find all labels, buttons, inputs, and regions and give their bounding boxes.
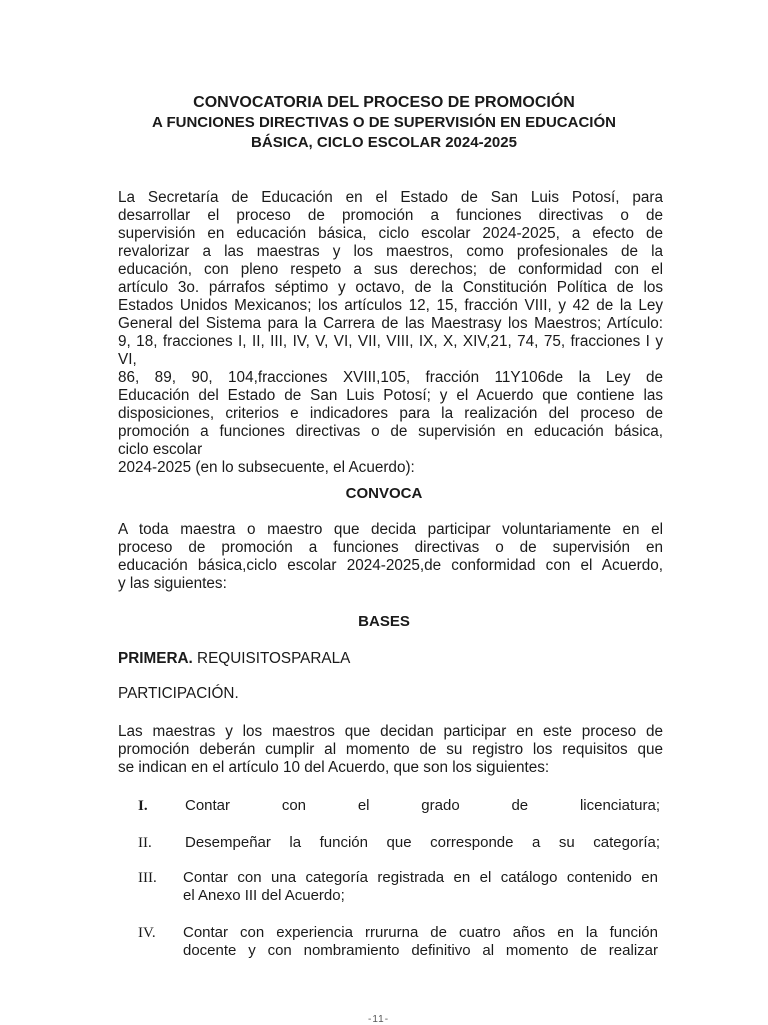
primera-label bbox=[118, 650, 350, 668]
convoca-last-line: y las siguientes: bbox=[118, 575, 227, 592]
title-line-3: BÁSICA, CICLO ESCOLAR 2024-2025 bbox=[251, 134, 517, 151]
item-number: III. bbox=[138, 870, 157, 886]
document-title bbox=[0, 93, 768, 153]
intro-paragraph bbox=[118, 189, 663, 477]
item-line: Desempeñar la función que corresponde a su categoría; bbox=[185, 834, 660, 851]
intro-line: Estados Unidos Mexicanos; los artículos 12, 15, fracción VIII, y 42 de la Ley bbox=[118, 297, 663, 314]
requisitos-line: Las maestras y los maestros que decidan participar en este proceso de bbox=[118, 723, 663, 740]
requisitos-last-line: se indican en el artículo 10 del Acuerdo, que son los siguientes: bbox=[118, 759, 550, 776]
convoca-line: A toda maestra o maestro que decida participar voluntariamente en el bbox=[118, 521, 663, 538]
intro-line: Educación del Estado de San Luis Potosí; y el Acuerdo que contiene las bbox=[118, 387, 663, 404]
intro-line: supervisión en educación básica, ciclo escolar 2024-2025, a efecto de bbox=[118, 225, 663, 242]
intro-line: educación, con pleno respeto a sus derechos; de conformidad con el bbox=[118, 261, 663, 278]
item-line: docente y con nombramiento definitivo al momento de realizar bbox=[183, 942, 658, 959]
intro-line: promoción a funciones directivas o de supervisión en educación básica, bbox=[118, 423, 663, 440]
primera-number: PRIMERA. bbox=[118, 650, 193, 667]
item-number: II. bbox=[138, 835, 152, 851]
item-number: I. bbox=[138, 798, 148, 814]
requisitos-intro bbox=[118, 723, 663, 777]
intro-line: General del Sistema para la Carrera de las Maestrasy los Maestros; Artículo: bbox=[118, 315, 663, 332]
intro-line: artículo 3o. párrafos séptimo y octavo, de la Constitución Política de los bbox=[118, 279, 663, 296]
convoca-paragraph bbox=[118, 521, 663, 593]
bases-heading: BASES bbox=[358, 613, 410, 630]
intro-line: revalorizar a las maestras y los maestros, como profesionales de la bbox=[118, 243, 663, 260]
intro-line: La Secretaría de Educación en el Estado de San Luis Potosí, para bbox=[118, 189, 663, 206]
requisitos-line: promoción deberán cumplir al momento de su registro los requisitos que bbox=[118, 741, 663, 758]
item-line: el Anexo III del Acuerdo; bbox=[183, 887, 345, 904]
page-number: -11- bbox=[368, 1014, 390, 1025]
intro-line: 9, 18, fracciones I, II, III, IV, V, VI, VII, VIII, IX, X, XIV,21, 74, 75, fracciones I y VI, bbox=[118, 333, 663, 368]
title-line-1: CONVOCATORIA DEL PROCESO DE PROMOCIÓN bbox=[193, 94, 575, 111]
item-number: IV. bbox=[138, 925, 156, 941]
primera-text: REQUISITOSPARALA bbox=[197, 650, 351, 667]
intro-line: disposiciones, criterios e indicadores para la realización del proceso de bbox=[118, 405, 663, 422]
intro-last-line: 2024-2025 (en lo subsecuente, el Acuerdo): bbox=[118, 459, 415, 476]
intro-line: desarrollar el proceso de promoción a funciones directivas o de bbox=[118, 207, 663, 224]
item-line: Contar con el grado de licenciatura; bbox=[185, 797, 660, 814]
intro-line: 86, 89, 90, 104,fracciones XVIII,105, fracción 11Y106de la Ley de bbox=[118, 369, 663, 386]
intro-line: ciclo escolar bbox=[118, 441, 203, 458]
convoca-line: educación básica,ciclo escolar 2024-2025,de conformidad con el Acuerdo, bbox=[118, 557, 663, 574]
title-line-2: A FUNCIONES DIRECTIVAS O DE SUPERVISIÓN EN EDUCACIÓN bbox=[152, 114, 616, 131]
convoca-line: proceso de promoción a funciones directivas o de supervisión en bbox=[118, 539, 663, 556]
item-line: Contar con una categoría registrada en el catálogo contenido en bbox=[183, 869, 658, 886]
convoca-heading: CONVOCA bbox=[345, 485, 423, 502]
primera-line-2: PARTICIPACIÓN. bbox=[118, 685, 239, 702]
item-line: Contar con experiencia rrururna de cuatro años en la función bbox=[183, 924, 658, 941]
